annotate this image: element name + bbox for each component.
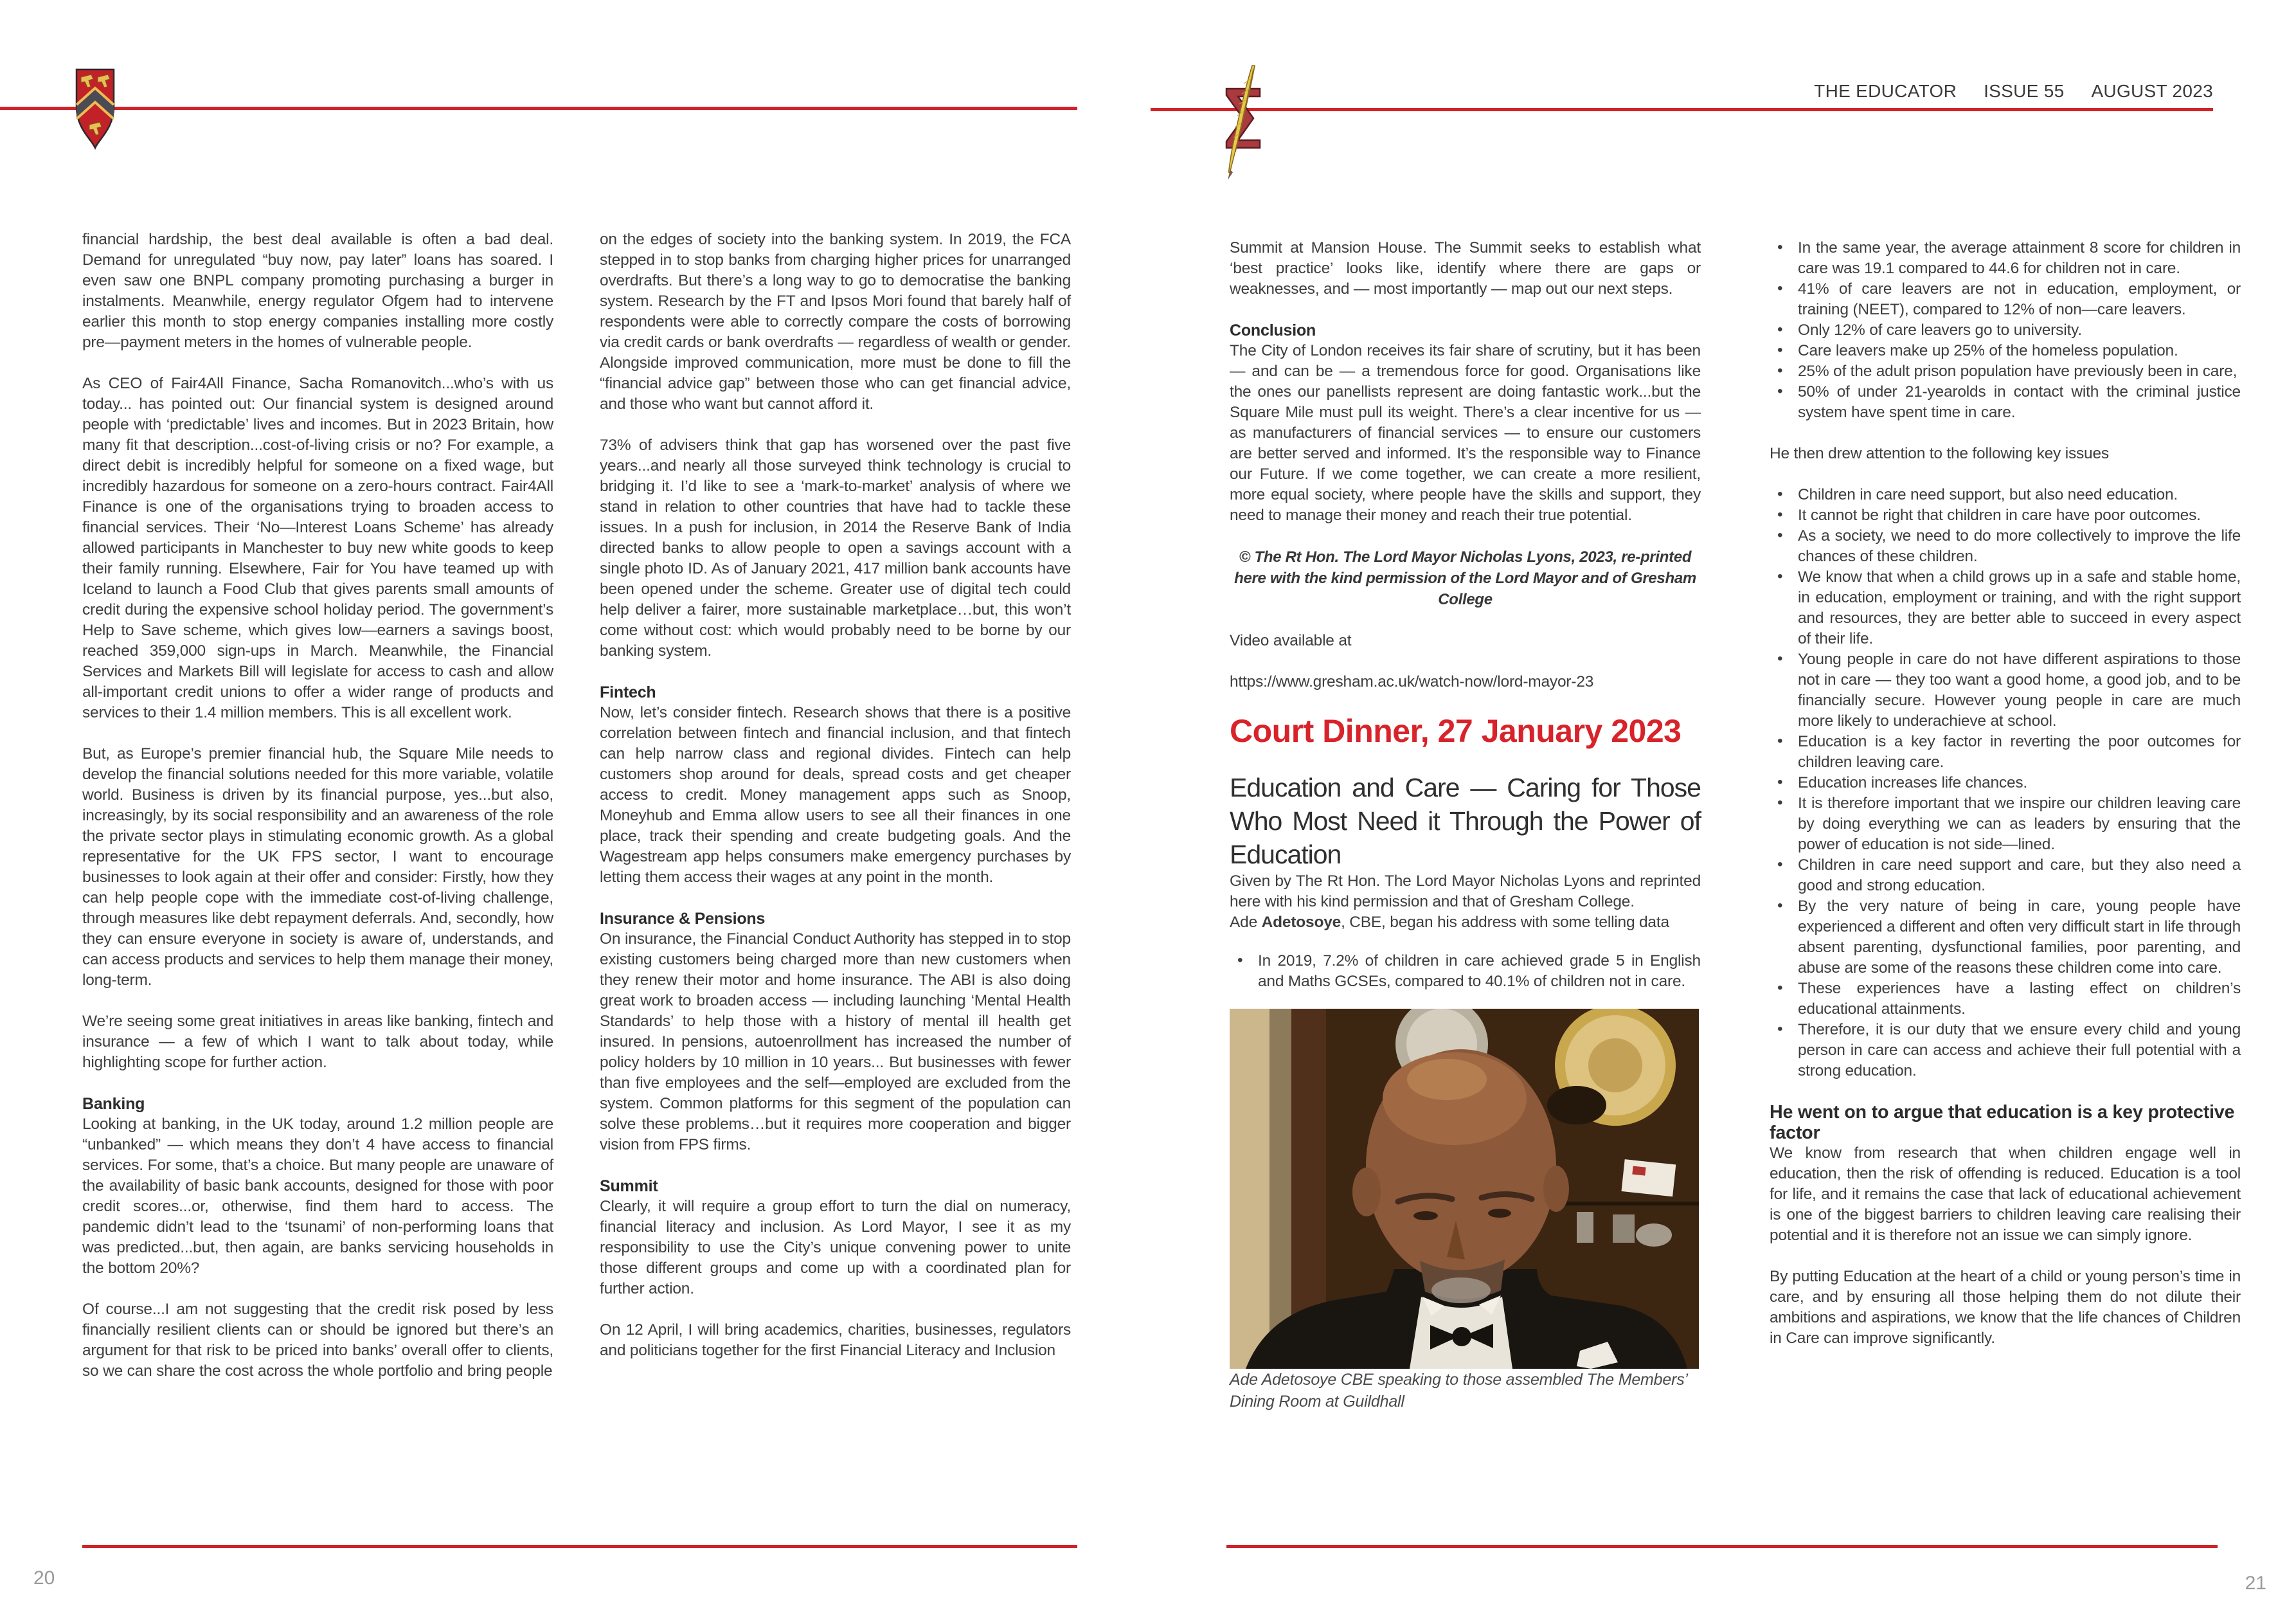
video-url-link[interactable]: https://www.gresham.ac.uk/watch-now/lord-mayor-23 (1230, 673, 1594, 690)
section-heading-conclusion: Conclusion (1230, 321, 1316, 339)
list-item: • Only 12% of care leavers go to university. (1770, 320, 2241, 341)
article-intro (1230, 871, 1701, 933)
list-item: • As a society, we need to do more collectively to improve the life chances of these children. (1770, 526, 2241, 567)
photo-ade-adetosoye (1230, 1009, 1699, 1369)
crest-shield-icon (73, 66, 117, 156)
sigma-quill-icon (1215, 62, 1273, 191)
list-item: • We know that when a child grows up in a safe and stable home, in education, employment or training, and with the right support and resources, they are better able to succeed in every aspect of their life. (1770, 567, 2241, 649)
list-item: • Care leavers make up 25% of the homeless population. (1770, 341, 2241, 361)
list-item: • Education is a key factor in reverting the poor outcomes for children leaving care. (1770, 732, 2241, 773)
list-item: • These experiences have a lasting effect on children’s educational attainments. (1770, 979, 2241, 1020)
list-item: • By the very nature of being in care, young people have experienced a different and often very difficult start in life through absent parenting, dysfunctional families, poor parenting, and abuse are some of the reasons these children come into care. (1770, 896, 2241, 979)
paragraph: financial hardship, the best deal available is often a bad deal. Demand for unregulated “buy now, pay later” loans has soared. I even saw one BNPL company promoting purchasing a burger in instalments. Meanwhile, energy regulator Ofgem had to intervene earlier this month to stop energy companies installing more costly pre—payment meters in the homes of vulnerable people. (82, 231, 553, 351)
page-number-left: 20 (33, 1567, 55, 1589)
section-heading-insurance-pensions: Insurance & Pensions (600, 910, 766, 928)
paragraph: By putting Education at the heart of a child or young person’s time in care, and by ensuring all those helping them do not dilute their ambitions and aspirations, we know that the life chances of Children in Care can improve significantly. (1770, 1268, 2241, 1347)
column-3 (1230, 238, 1701, 1433)
paragraph: Summit at Mansion House. The Summit seeks to establish what ‘best practice’ looks like, identify where there are gaps or weaknesses, and — most importantly — map out our next steps. (1230, 239, 1701, 298)
list-item: • Children in care need support, but also need education. (1770, 485, 2241, 505)
page-number-right: 21 (2245, 1573, 2266, 1594)
list-item: • Young people in care do not have different aspirations to those not in care — they too want a good home, a good job, and to be financially secure. However young people in care are much more likely to underachieve at school. (1770, 649, 2241, 732)
list-item: • It is therefore important that we inspire our children leaving care by doing everything we can as leaders by ensuring that the power of education is not side—lined. (1770, 793, 2241, 855)
section-heading-protective-factor: He went on to argue that education is a key protective factor (1770, 1102, 2235, 1143)
list-item: • It cannot be right that children in care have poor outcomes. (1770, 505, 2241, 526)
photo-caption: Ade Adetosoye CBE speaking to those assembled The Members’ Dining Room at Guildhall (1230, 1371, 1687, 1411)
paragraph: Of course...I am not suggesting that the credit risk posed by less financially resilient clients can or should be ignored but there’s an argument for that risk to be priced into banks’ overall offer to clients, so we can share the cost across the whole portfolio and bring people (82, 1301, 553, 1380)
issues-bullet-list (1770, 485, 2241, 1081)
paragraph: Now, let’s consider fintech. Research shows that there is a positive correlation between fintech and financial inclusion, and that fintech can help narrow class and regional divides. Fintech can help customers shop around for deals, spread costs and get cheaper access to credit. Money management apps such as Snoop, Moneyhub and Emma allow users to see all their finances in one place, track their spending and create budgeting goals. And the Wagestream app helps consumers make emergency purchases by letting them access their wages at any point in the month. (600, 704, 1071, 886)
paragraph: 73% of advisers think that gap has worsened over the past five years...and nearly all those surveyed think technology is crucial to bridging it. I’d like to see a ‘mark-to-market’ analysis of where we stand in relation to other countries that have had to tackle these issues. In a push for inclusion, in 2014 the Reserve Bank of India directed banks to allow people to open a savings account with a single photo ID. As of January 2021, 417 million bank accounts have been opened under the scheme. Greater use of digital tech could help deliver a fairer, more sustainable marketplace…but, this won’t come without cost: which would probably need to be borne by our banking system. (600, 437, 1071, 660)
article-subtitle: Education and Care — Caring for Those Who Most Need it Through the Power of Education (1230, 773, 1701, 869)
masthead-date: AUGUST 2023 (2091, 81, 2213, 101)
masthead (1814, 81, 2213, 102)
list-item: • In the same year, the average attainment 8 score for children in care was 19.1 compared to 44.6 for children not in care. (1770, 238, 2241, 279)
list-item: • 50% of under 21-yearolds in contact with the criminal justice system have spent time in care. (1770, 382, 2241, 423)
paragraph: We know from research that when children engage well in education, then the risk of offending is reduced. Education is a tool for life, and it remains the case that lack of educational achievement is one of the biggest barriers to children leaving care realising their potential and it is therefore not an issue we can simply ignore. (1770, 1144, 2241, 1244)
masthead-magazine-title: THE EDUCATOR (1814, 81, 1957, 101)
column-4 (1770, 238, 2241, 1349)
list-item: • 25% of the adult prison population have previously been in care, (1770, 361, 2241, 382)
paragraph: As CEO of Fair4All Finance, Sacha Romanovitch...who’s with us today... has pointed out: Our financial system is designed around people with ‘predictable’ lives and incomes. But in 2023 Britain, how many fit that description...cost-of-living crisis or no? For example, a direct debit is incredibly helpful for someone on a fixed wage, but incredibly hazardous for someone on a zero-hours contract. Fair4All Finance is one of the organisations trying to broaden access to financial services. Their ‘No—Interest Loans Scheme’ has already allowed participants in Manchester to buy new white goods to keep their family running. Elsewhere, Fair for You have teamed up with Iceland to launch a Food Club that gives parents small amounts of credit during the expensive school holiday period. The government’s Help to Save scheme, which gives low—earners a savings boost, reached 359,000 sign-ups in March. Meanwhile, the Financial Services and Markets Bill will legislate for access to cash and allow all-important credit unions to offer a wider range of products and services to their 1.4 million members. This is all excellent work. (82, 375, 553, 721)
paragraph: The City of London receives its fair share of scrutiny, but it has been — and can be — a tremendous force for good. Organisations like the ones our panellists represent are doing fantastic work...but the Square Mile must pull its weight. There’s a clear incentive for us — as manufacturers of financial services — to ensure our customers are better served and informed. It’s the responsible way to Finance our Future. If we come together, we can create a more resilient, more equal society, where people have the skills and support, they need to manage their money and reach their true potential. (1230, 342, 1701, 524)
column-1 (82, 230, 553, 1382)
list-item: • Therefore, it is our duty that we ensure every child and young person in care can access and achieve their full potential with a strong education. (1770, 1020, 2241, 1081)
section-heading-banking: Banking (82, 1095, 145, 1113)
list-item: • Children in care need support and care, but they also need a good and strong education. (1770, 855, 2241, 896)
intro-prefix: Ade (1230, 914, 1262, 931)
video-availability-label: Video available at (1230, 632, 1352, 649)
left-page-footer-rule (82, 1545, 1077, 1548)
intro-line: Given by The Rt Hon. The Lord Mayor Nicholas Lyons and reprinted here with his kind permission and that of Gresham College. (1230, 872, 1701, 910)
paragraph: But, as Europe’s premier financial hub, the Square Mile needs to develop the financial solutions needed for this more variable, volatile world. Business is driven by its financial purpose, yes...but also, increasingly, by its social responsibility and an awareness of the role the private sector plays in stimulating economic growth. As a global representative for the UK FPS sector, I want to encourage businesses to look again at their offer and consider: Firstly, how they can help people cope with the immediate cost-of-living challenge, through measures like debt repayment deferrals. And, secondly, how they can ensure everyone in society is aware of, understands, and can access products and services to help them manage their money, long-term. (82, 745, 553, 989)
copyright-credit: © The Rt Hon. The Lord Mayor Nicholas Lyons, 2023, re-printed here with the kind permission of the Lord Mayor and of Gresham College (1234, 548, 1696, 608)
paragraph: Clearly, it will require a group effort to turn the dial on numeracy, financial literacy and inclusion. As Lord Mayor, I see it as my responsibility to use the City’s unique convening power to unite those different groups and come up with a coordinated plan for further action. (600, 1198, 1071, 1297)
masthead-issue: ISSUE 55 (1984, 81, 2065, 101)
intro-suffix: , CBE, began his address with some telling data (1341, 914, 1669, 931)
stat-bullet-list (1230, 951, 1701, 992)
transition-sentence: He then drew attention to the following key issues (1770, 445, 2109, 462)
left-page-header-rule (0, 107, 1077, 110)
list-item: • In 2019, 7.2% of children in care achieved grade 5 in English and Maths GCSEs, compared to 40.1% of children not in care. (1230, 951, 1701, 992)
right-page-footer-rule (1226, 1545, 2218, 1548)
column-2 (600, 230, 1071, 1361)
section-heading-summit: Summit (600, 1177, 658, 1195)
right-page-header-rule (1151, 108, 2213, 111)
stats-bullet-list (1770, 238, 2241, 423)
paragraph: On insurance, the Financial Conduct Authority has stepped in to stop existing customers being charged more than new customers when they renew their motor and home insurance. The ABI is also doing great work to broaden access — including launching ‘Mental Health Standards’ to help those with a history of mental ill health get insured. In pensions, autoenrollment has increased the number of policy holders by 10 million in 10 years... But businesses with fewer than five employees and the self—employed are excluded from the system. Common platforms for this segment of the population can solve these problems…but it requires more cooperation and bigger vision from FPS firms. (600, 930, 1071, 1153)
paragraph: Looking at banking, in the UK today, around 1.2 million people are “unbanked” — which means they don’t 4 have access to financial services. For some, that’s a choice. But many people are unaware of the availability of basic bank accounts, designed for those with poor credit scores...or, otherwise, find them hard to access. The pandemic didn’t lead to the ‘tsunami’ of non-performing loans that was predicted...but, then again, are banks servicing households in the bottom 20%? (82, 1115, 553, 1277)
paragraph: On 12 April, I will bring academics, charities, businesses, regulators and politicians together for the first Financial Literacy and Inclusion (600, 1321, 1071, 1359)
paragraph: on the edges of society into the banking system. In 2019, the FCA stepped in to stop banks from charging higher prices for unarranged overdrafts. But there’s a long way to go to democratise the banking system. Research by the FT and Ipsos Mori found that barely half of respondents were able to correctly compare the costs of borrowing via credit cards or bank overdrafts — regardless of wealth or gender. Alongside improved communication, more must be done to fill the “financial advice gap” between those who can get financial advice, and those who want but cannot afford it. (600, 231, 1071, 413)
list-item: • 41% of care leavers are not in education, employment, or training (NEET), compared to 12% of non—care leavers. (1770, 279, 2241, 320)
section-heading-fintech: Fintech (600, 683, 656, 701)
list-item: • Education increases life chances. (1770, 773, 2241, 793)
article-title: Court Dinner, 27 January 2023 (1230, 713, 1682, 749)
speaker-name: Adetosoye (1261, 914, 1341, 931)
paragraph: We’re seeing some great initiatives in areas like banking, fintech and insurance — a few of which I want to talk about today, while highlighting scope for further action. (82, 1013, 553, 1071)
